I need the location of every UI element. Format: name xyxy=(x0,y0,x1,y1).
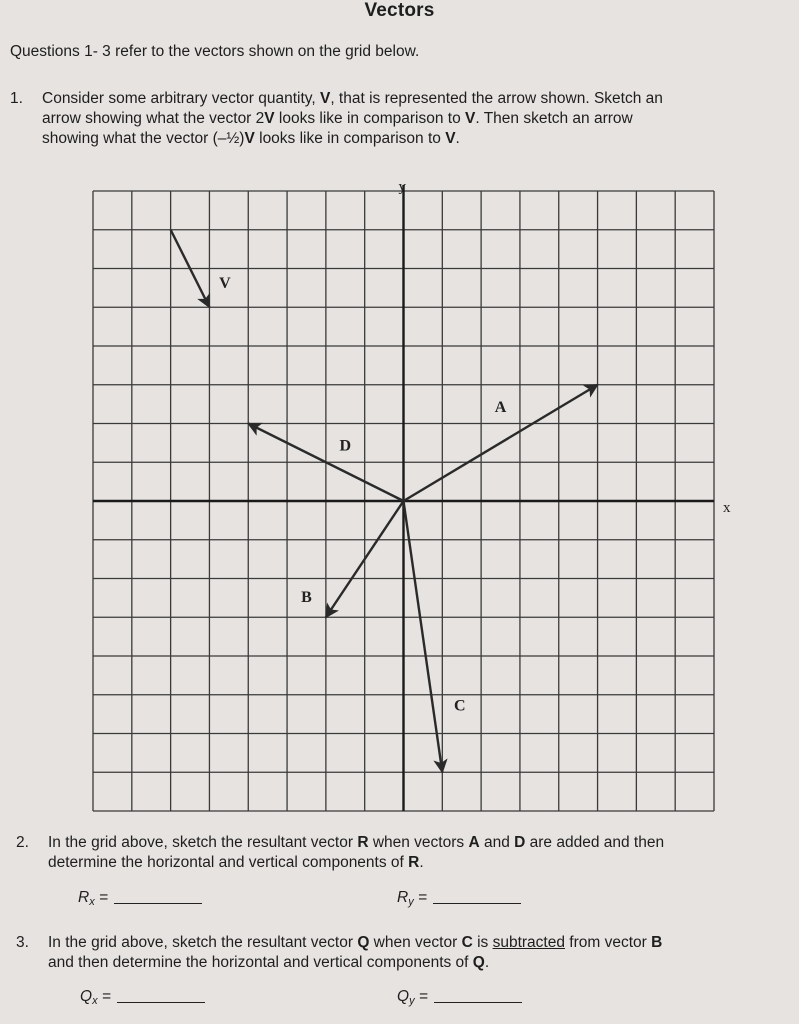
answer-blank[interactable] xyxy=(114,903,202,904)
question-line: Consider some arbitrary vector quantity, V, that is represented the arrow shown. Sketch an xyxy=(42,90,663,107)
vector-label-a: A xyxy=(494,398,507,416)
vector-label-c: C xyxy=(453,697,466,715)
question-text xyxy=(48,933,662,973)
vector-label-b: B xyxy=(301,588,312,606)
answer-blank[interactable] xyxy=(433,903,521,904)
question-line: determine the horizontal and vertical components of R. xyxy=(48,854,424,871)
vector-c xyxy=(404,501,443,772)
vector-label-d: D xyxy=(339,437,352,455)
answer-blank[interactable] xyxy=(434,1002,522,1003)
question-text xyxy=(48,833,664,873)
y-axis-label: y xyxy=(398,179,406,195)
question-line: In the grid above, sketch the resultant vector R when vectors A and D are added and then xyxy=(48,834,665,851)
question-line: showing what the vector (–½)V looks like in comparison to V. xyxy=(42,130,460,147)
question-line: In the grid above, sketch the resultant vector Q when vector C is subtracted from vector B xyxy=(48,934,663,951)
answer-rx[interactable]: $R_x$ = xyxy=(78,889,202,908)
answer-qy[interactable]: $Q_y$ = xyxy=(397,988,522,1007)
vector-label-v: V xyxy=(219,274,231,292)
question-line: and then determine the horizontal and vertical components of Q. xyxy=(48,954,490,971)
page-title: Vectors xyxy=(364,0,435,21)
question-number: 1. xyxy=(10,90,23,107)
answer-blank[interactable] xyxy=(117,1002,205,1003)
question-number: 3. xyxy=(16,934,29,951)
question-number: 2. xyxy=(16,834,29,851)
x-axis-label: x xyxy=(723,500,731,516)
answer-ry[interactable]: $R_y$ = xyxy=(397,889,521,908)
answer-qx[interactable]: $Q_x$ = xyxy=(80,988,205,1007)
intro-text: Questions 1- 3 refer to the vectors shown on the grid below. xyxy=(10,43,420,60)
question-line: arrow showing what the vector 2V looks like in comparison to V. Then sketch an arrow xyxy=(42,110,633,127)
